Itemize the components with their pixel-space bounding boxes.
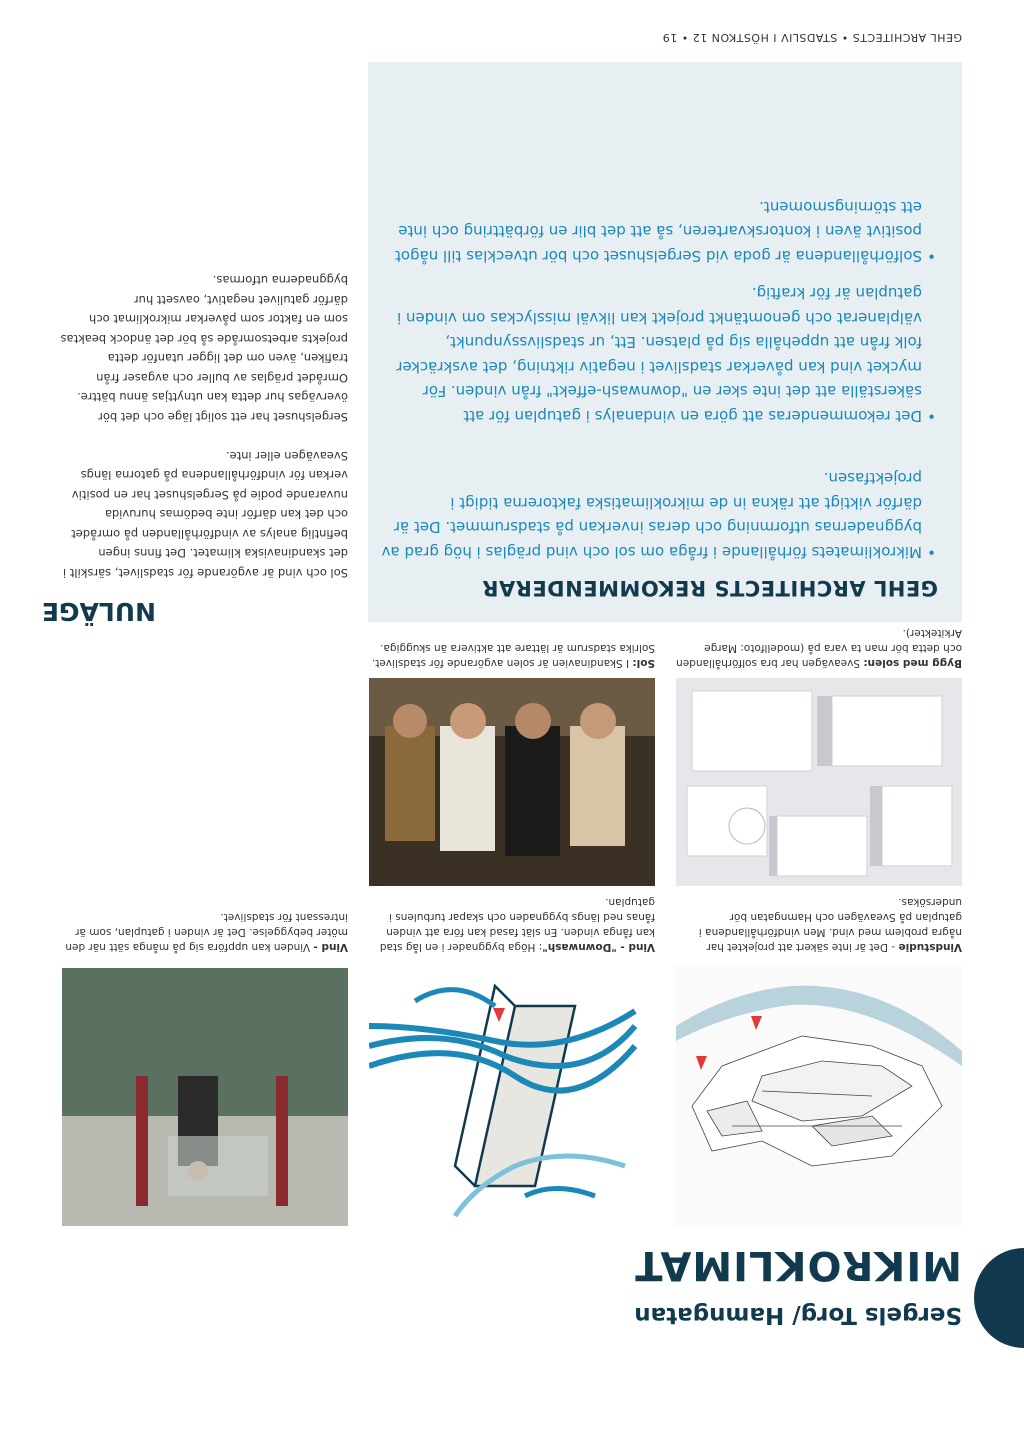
figure-caption-downwash [369, 894, 655, 954]
nulage-paragraph: Sol och vind är avgörande för stadslivet, särskilt i det skandinaviska klimatet. Det finns ingen befintlig analys av vindförhållanden på området och det kan därför inte bedömas huruvida nuvarande podie på Sergelshuset har en positiv verkan för vindförhållandena på gatorna längs Sveavägen eller inte. [62, 449, 348, 580]
recommendation-item [378, 281, 936, 428]
caption-label: Vindstudie [898, 941, 962, 953]
page-tab-circle [974, 1248, 1024, 1348]
caption-text: Sveavägen har bra solförhållanden och detta bör man ta vara på (modellfoto: Marge Arkitekter). [676, 627, 962, 669]
recommendations-title: GEHL ARCHITECTS REKOMMENDERAR [481, 576, 938, 600]
nulage-title: NULÄGE [41, 597, 156, 626]
bullet-icon: • [927, 543, 936, 561]
caption-label: Bygg med solen: [863, 657, 962, 669]
downwash-wind-diagram [369, 966, 655, 1226]
caption-label: Vind - [313, 941, 348, 953]
figure-caption-vind [62, 909, 348, 954]
page-subtitle: Sergels Torg/ Hamngatan [634, 1302, 962, 1328]
recommendation-text: Det rekommenderas att göra en vindanalys i gatuplan för att säkerställa att det inte sker en "downwash-effekt" från vinden. För mycket vind kan påverkar stadslivet i negativ riktning, det avskräcker folk från att uppehålla sig på platsen. Ett, ur stadslivssynpunkt, välplanerat och genomtänkt projekt kan likväl misslyckas om vinden i gatuplan är för kraftig. [396, 284, 922, 425]
caption-label: Sol: [632, 657, 655, 669]
city-model-photo [676, 678, 962, 886]
page-footer: GEHL ARCHITECTS • STADSLIV I HÖSTKON 12 • 19 [662, 31, 962, 44]
building-model-diagram [676, 966, 962, 1226]
caption-text: - Det är inte säkert att projektet har några problem med vind. Men vindförhållandena i gatuplan på Sveavägen och Hamngatan bör undersökas. [698, 896, 962, 953]
figure-caption-bygg-med-solen [676, 625, 962, 670]
caption-label: Vind - "Downwash" [542, 941, 655, 953]
nulage-paragraph: Sergelshuset har ett soligt läge och det bör övervägas hur detta kan utnyttjas ännu bättre. Området präglas av buller och avgaser från trafiken, även om det ligger utanför detta projekts arbetsområde så bör det ändock beaktas som en faktor som påverkar mikroklimat och därför gatulivet negativt, oavsett hur byggnaderna utformas. [60, 273, 348, 424]
bullet-icon: • [927, 407, 936, 425]
caption-text: I Skandinavien är solen avgörande för stadslivet. Solrika stadsrum är lättare att aktivera än skuggiga. [371, 642, 655, 669]
recommendation-text: Solförhållandena är goda vid Sergelshuset och bör utvecklas till något positivt även i kontorskvarteren, så att det blir en förbättring och inte ett störningsmoment. [394, 198, 922, 265]
page-title: MIKROKLIMAT [634, 1242, 962, 1288]
bullet-icon: • [927, 247, 936, 265]
caption-text: : Höga byggnader i en låg stad kan fånga vinden. En slät fasad kan föra att vinden fånas ned längs byggnaden och skapar turbulens i gatuplan. [379, 896, 655, 953]
figure-caption-vindstudie [676, 894, 962, 954]
figure-caption-sol [369, 640, 655, 670]
people-photo [369, 678, 655, 886]
recommendation-text: Mikroklimatets förhållande i fråga om sol och vind präglas i hög grad av byggnadernas utformning och deras inverkan på stadsrummet. Det är därför viktigt att räkna in de mikroklimatiska faktorerna tidigt i projektfasen. [381, 469, 922, 561]
recommendation-item [378, 195, 936, 269]
caption-text: Vinden kan uppföra sig på många sätt när den möter bebyggelse. Det är vinden i gatuplan, som är intressant för stadslivet. [65, 911, 348, 953]
street-photo [62, 968, 348, 1226]
recommendation-item [378, 466, 936, 564]
